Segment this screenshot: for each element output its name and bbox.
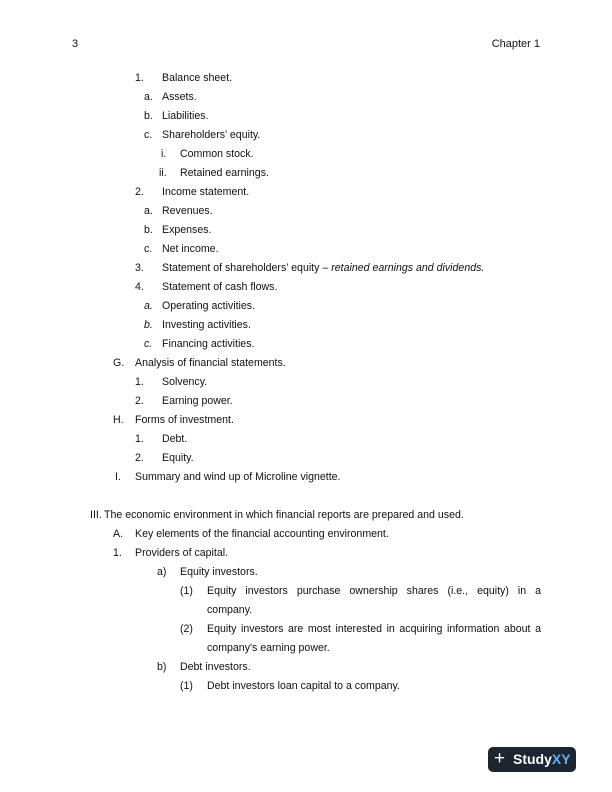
plus-icon: + xyxy=(494,748,506,769)
paragraph-text xyxy=(207,585,541,617)
list-text: Income statement. xyxy=(162,186,250,198)
list-marker: 3. xyxy=(135,262,144,274)
list-text: Operating activities. xyxy=(162,300,256,312)
list-marker: a. xyxy=(144,205,153,217)
list-marker: 1. xyxy=(113,547,122,559)
list-text: Net income. xyxy=(162,243,219,255)
list-marker: A. xyxy=(113,528,124,540)
list-text: Assets. xyxy=(162,91,197,103)
list-marker: c. xyxy=(144,243,153,255)
list-marker: b. xyxy=(144,110,153,122)
list-text: Solvency. xyxy=(162,376,208,388)
list-text: Key elements of the financial accounting environment. xyxy=(135,528,389,540)
list-marker: 2. xyxy=(135,395,144,407)
page-number: 3 xyxy=(72,38,79,50)
list-marker: 4. xyxy=(135,281,144,293)
paragraph-line: Equity investors are most interested in acquiring information about a xyxy=(207,623,541,635)
list-text: Equity. xyxy=(162,452,194,464)
list-text: Debt. xyxy=(162,433,188,445)
list-text: The economic environment in which financial reports are prepared and used. xyxy=(104,509,464,521)
list-marker: 1. xyxy=(135,72,144,84)
list-marker: a) xyxy=(157,566,167,578)
list-marker: 2. xyxy=(135,452,144,464)
list-marker: 1. xyxy=(135,376,144,388)
list-text: Debt investors. xyxy=(180,661,251,673)
studyxy-logo-badge[interactable] xyxy=(488,747,576,772)
list-text: Forms of investment. xyxy=(135,414,234,426)
list-text: Expenses. xyxy=(162,224,212,236)
list-marker: ii. xyxy=(159,167,167,179)
list-marker: a. xyxy=(144,300,153,312)
list-text: Common stock. xyxy=(180,148,254,160)
paragraph-line: company. xyxy=(207,604,253,616)
list-text: Liabilities. xyxy=(162,110,209,122)
list-text: Analysis of financial statements. xyxy=(135,357,286,369)
list-marker: (2) xyxy=(180,623,193,635)
list-marker: (1) xyxy=(180,680,193,692)
list-marker: 2. xyxy=(135,186,144,198)
list-marker: H. xyxy=(113,414,124,426)
list-text: Investing activities. xyxy=(162,319,251,331)
list-marker: i. xyxy=(161,148,167,160)
list-marker: (1) xyxy=(180,585,193,597)
paragraph-line: Equity investors purchase ownership shares (i.e., equity) in a xyxy=(207,585,541,597)
list-text: Financing activities. xyxy=(162,338,255,350)
list-text: Earning power. xyxy=(162,395,233,407)
list-marker: b) xyxy=(157,661,167,673)
brand-name: StudyXY xyxy=(513,751,571,767)
list-text: Providers of capital. xyxy=(135,547,229,559)
list-text: Balance sheet. xyxy=(162,72,233,84)
list-marker: a. xyxy=(144,91,153,103)
list-text-italic: retained earnings and dividends. xyxy=(331,262,485,274)
list-marker: c. xyxy=(144,129,153,141)
list-marker: G. xyxy=(113,357,125,369)
list-marker: 1. xyxy=(135,433,144,445)
list-marker: c. xyxy=(144,338,153,350)
list-text: Revenues. xyxy=(162,205,213,217)
list-marker: I. xyxy=(115,471,121,483)
paragraph-line: company's earning power. xyxy=(207,642,330,654)
list-marker: b. xyxy=(144,224,153,236)
list-marker: b. xyxy=(144,319,153,331)
list-marker: III. xyxy=(90,509,102,521)
list-text: Summary and wind up of Microline vignette. xyxy=(135,471,341,483)
list-text: Retained earnings. xyxy=(180,167,269,179)
list-text: Shareholders’ equity. xyxy=(162,129,261,141)
list-text: Debt investors loan capital to a company. xyxy=(207,680,400,692)
paragraph-text xyxy=(207,623,541,655)
chapter-label: Chapter 1 xyxy=(491,38,540,50)
list-text: Statement of shareholders’ equity – retained earnings and dividends. xyxy=(162,262,485,274)
list-text: Statement of cash flows. xyxy=(162,281,278,293)
list-text: Equity investors. xyxy=(180,566,258,578)
